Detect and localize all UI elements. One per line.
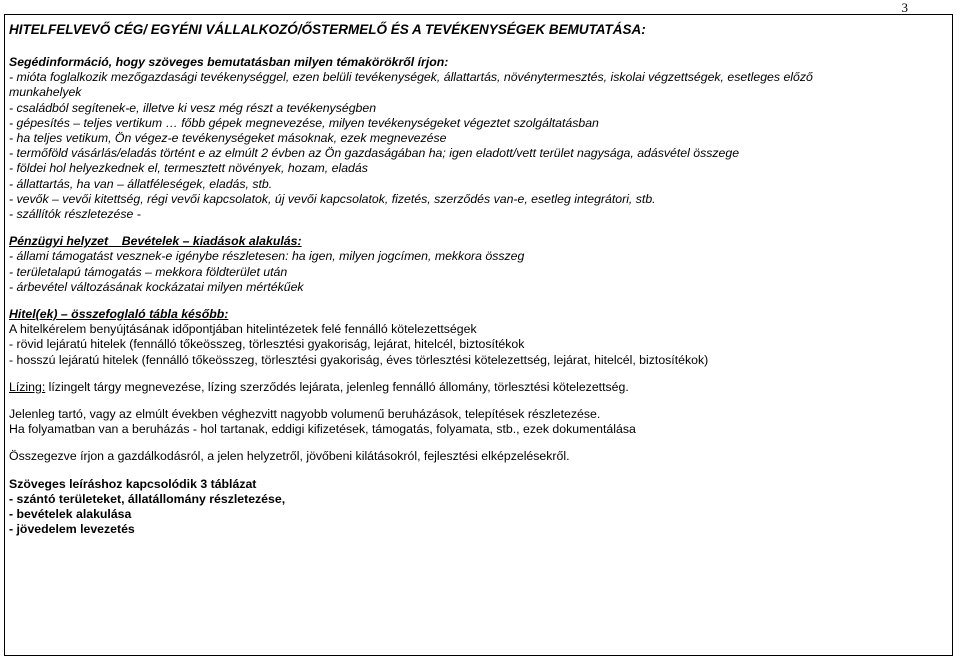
tables-item: - szántó területeket, állatállomány részletezése, [9, 491, 286, 506]
helper-line: - termőföld vásárlás/eladás történt e az elmúlt 2 évben az Ön gazdaságában ha; igen eladott/vett terület nagysága, adásvétel összege [9, 146, 740, 161]
credit-line: A hitelkérelem benyújtásának időpontjában hitelintézetek felé fennálló kötelezettségek [9, 322, 477, 337]
helper-line: - gépesítés – teljes vertikum … főbb gépek megnevezése, milyen tevékenységeket végeztet szolgáltatásban [9, 115, 599, 130]
leasing-paragraph [9, 380, 948, 395]
page-number: 3 [901, 0, 908, 15]
helper-line: - ha teljes vetikum, Ön végez-e tevékenységeket másoknak, ezek megnevezése [9, 131, 447, 146]
credit-heading: Hitel(ek) – összefoglaló tábla később: [9, 307, 229, 322]
investments-section [9, 407, 948, 437]
helper-section [9, 55, 948, 222]
helper-line: - mióta foglalkozik mezőgazdasági tevékenységgel, ezen belüli tevékenységek, állattartás, növénytermesztés, iskolai végzettségek, esetleges előző [9, 70, 813, 85]
leasing-text: lízingelt tárgy megnevezése, lízing szerződés lejárata, jelenleg fennálló állomány, törlesztési kötelezettség. [45, 379, 629, 394]
summary-paragraph: Összegezve írjon a gazdálkodásról, a jelen helyzetről, jövőbeni kilátásokról, fejlesztési elképzelésekről. [9, 449, 570, 464]
investment-line: Jelenleg tartó, vagy az elmúlt években véghezvitt nagyobb volumenű beruházások, telepítések részletezése. [9, 407, 601, 422]
document-frame [4, 14, 953, 656]
credit-line: - rövid lejáratú hitelek (fennálló tőkeösszeg, törlesztési gyakoriság, lejárat, hitelcél, biztosítékok [9, 337, 525, 352]
finance-line: - területalapú támogatás – mekkora földterület után [9, 264, 288, 279]
finance-heading [9, 234, 948, 249]
leasing-label: Lízing: [9, 379, 46, 394]
helper-line: - vevők – vevői kitettség, régi vevői kapcsolatok, új vevői kapcsolatok, fizetés, szerződés van-e, esetleg integrátori, stb. [9, 191, 656, 206]
helper-line: munkahelyek [9, 85, 82, 100]
tables-section [9, 477, 948, 538]
page-title: HITELFELVEVŐ CÉG/ EGYÉNI VÁLLALKOZÓ/ŐSTERMELŐ ÉS A TEVÉKENYSÉGEK BEMUTATÁSA: [9, 22, 646, 37]
tables-heading: Szöveges leíráshoz kapcsolódik 3 táblázat [9, 476, 257, 491]
finance-line: - árbevétel változásának kockázatai milyen mértékűek [9, 279, 304, 294]
credit-section [9, 307, 948, 368]
finance-line: - állami támogatást vesznek-e igénybe részletesen: ha igen, milyen jogcímen, mekkora összeg [9, 249, 525, 264]
finance-section [9, 234, 948, 295]
finance-heading-b: Bevételek – kiadások alakulás: [121, 234, 302, 249]
document-content [9, 21, 948, 537]
tables-item: - jövedelem levezetés [9, 522, 135, 537]
helper-line: - családból segítenek-e, illetve ki vesz még részt a tevékenységben [9, 100, 377, 115]
helper-line: - földei hol helyezkednek el, termesztett növények, hozam, eladás [9, 161, 368, 176]
tables-item: - bevételek alakulása [9, 507, 132, 522]
finance-heading-a: Pénzügyi helyzet [9, 234, 109, 249]
helper-line: - szállítók részletezése - [9, 207, 141, 222]
investment-line: Ha folyamatban van a beruházás - hol tartanak, eddigi kifizetések, támogatás, folyamata, stb., ezek dokumentálása [9, 422, 636, 437]
credit-line: - hosszú lejáratú hitelek (fennálló tőkeösszeg, törlesztési gyakoriság, éves törlesztési kötelezettség, lejárat, hitelcél, biztosítékok) [9, 352, 709, 367]
helper-line: - állattartás, ha van – állatféleségek, eladás, stb. [9, 176, 273, 191]
helper-heading: Segédinformáció, hogy szöveges bemutatásban milyen témakörökről írjon: [9, 55, 449, 69]
